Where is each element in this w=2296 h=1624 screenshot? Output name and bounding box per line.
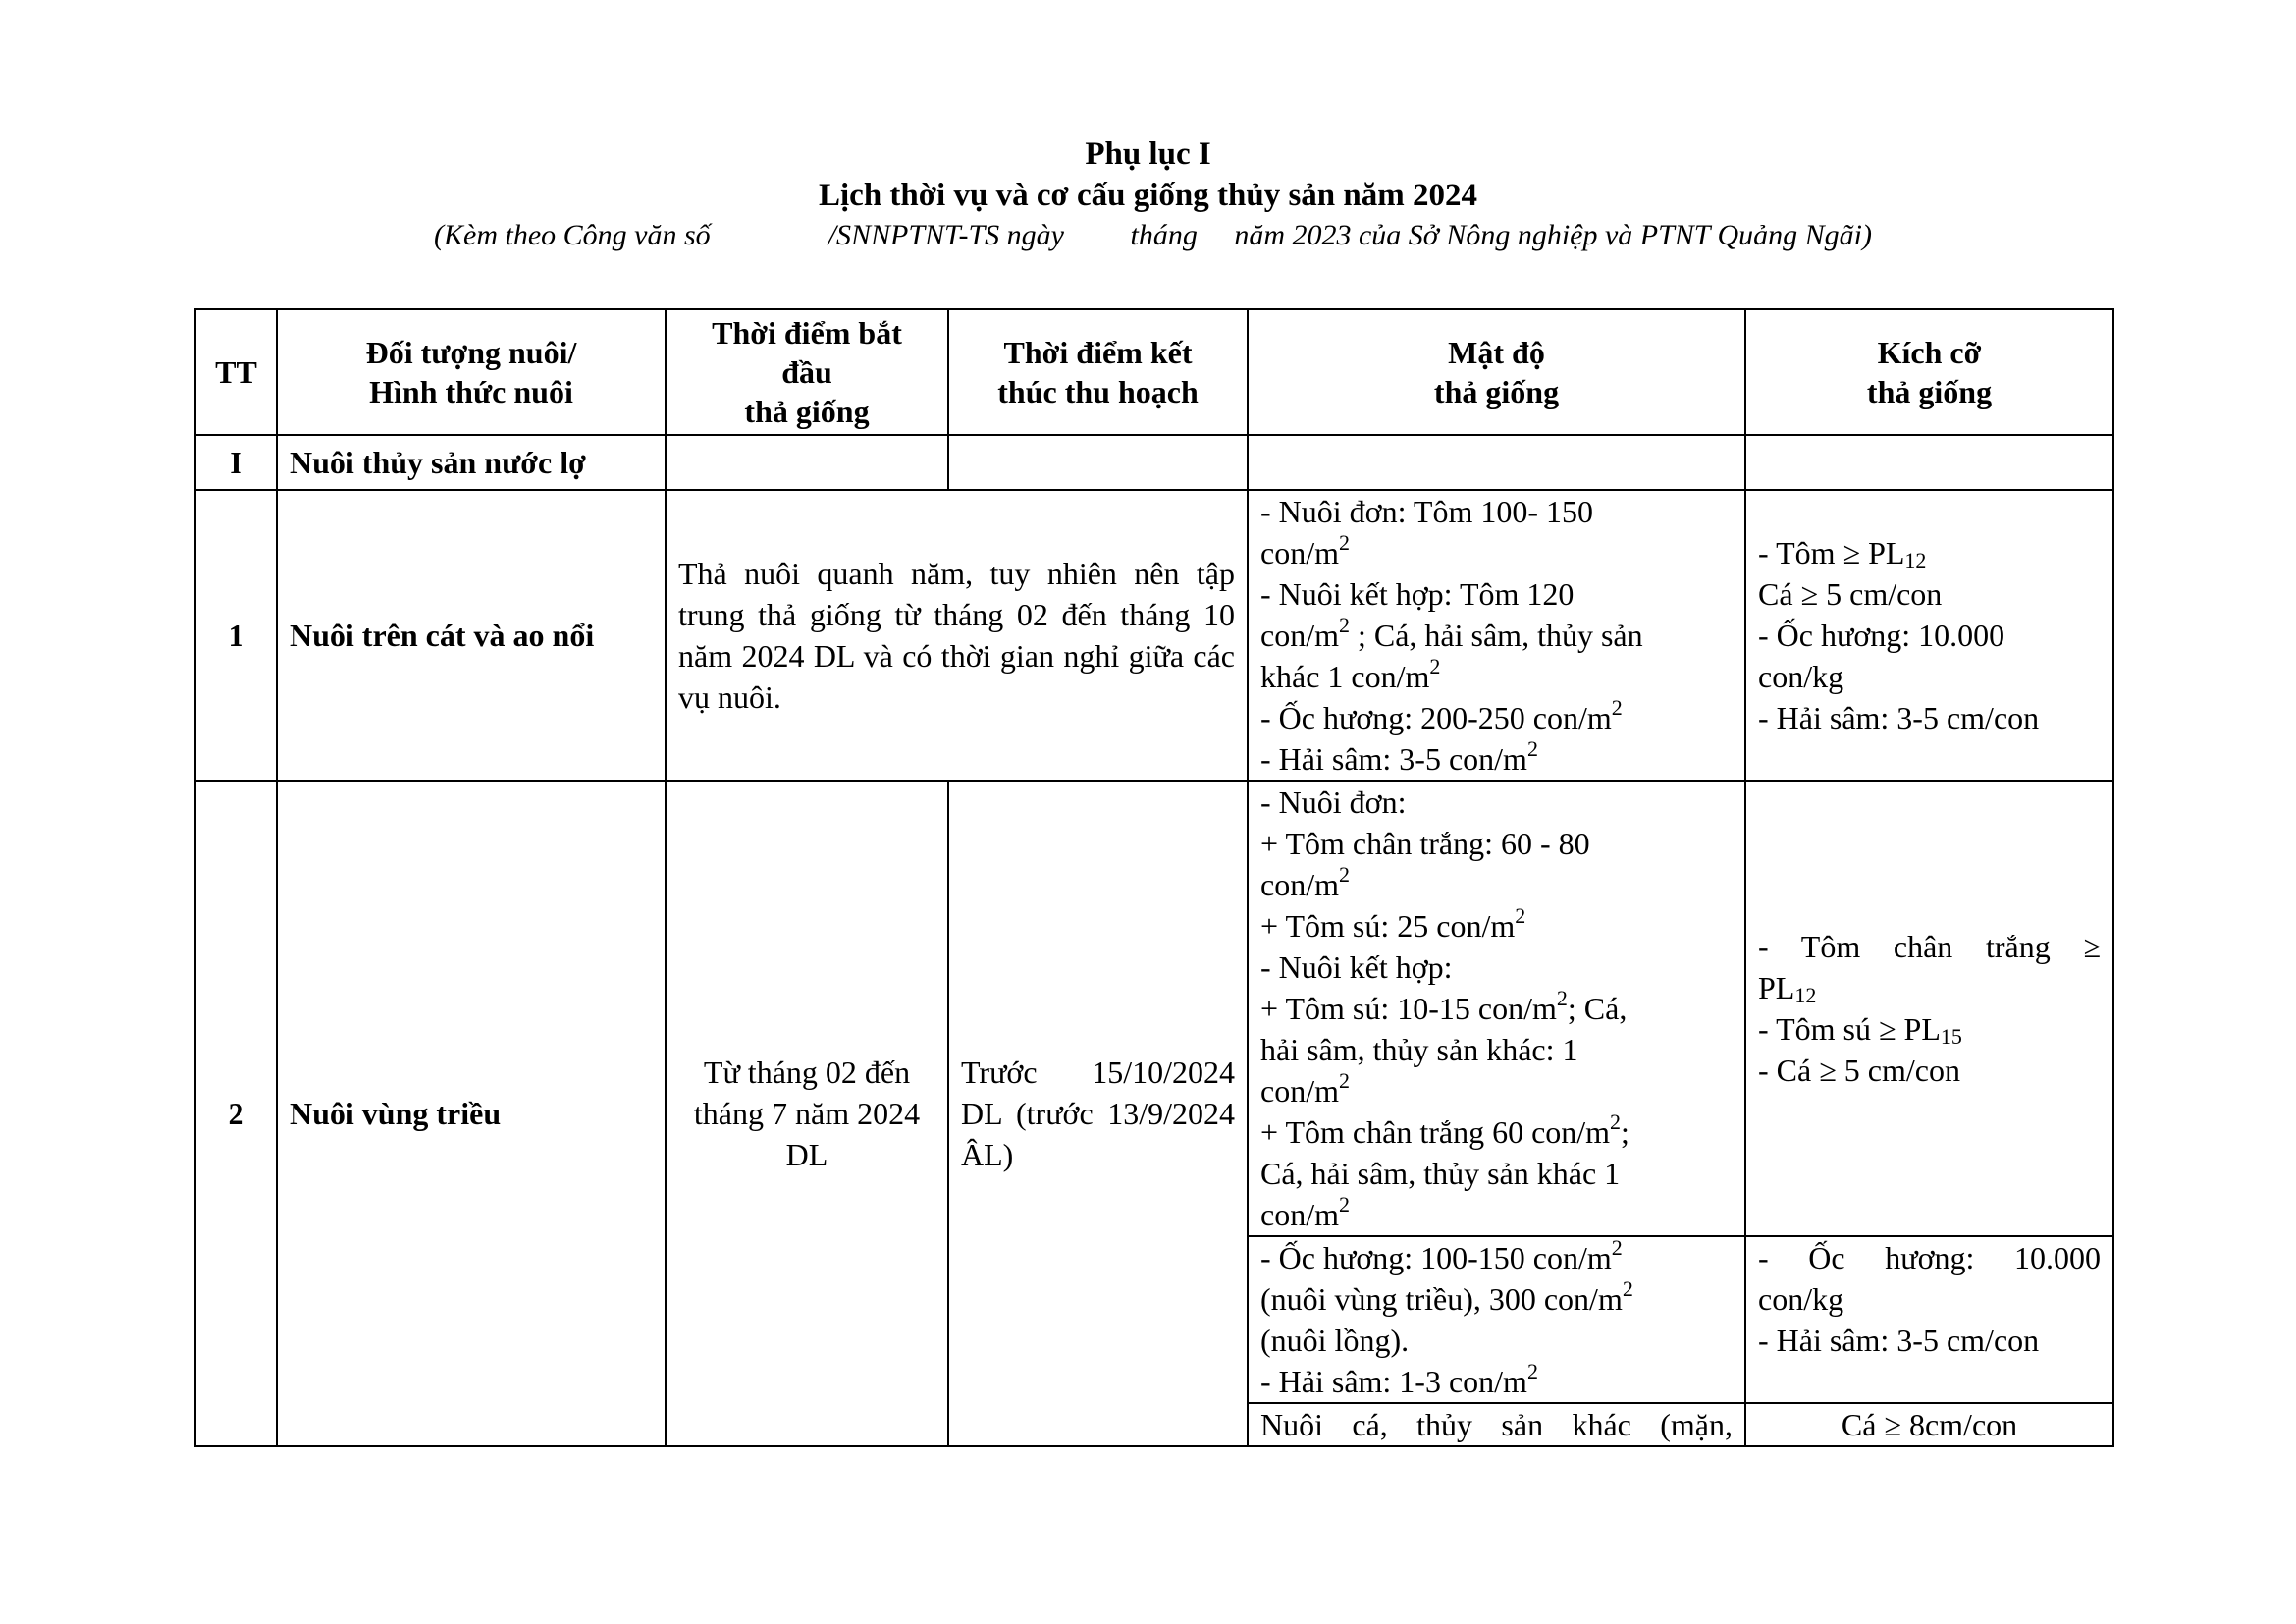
row-label: Nuôi trên cát và ao nổi <box>277 490 666 781</box>
row-tt: 2 <box>195 781 277 1446</box>
header-density: Mật độ thả giống <box>1248 309 1745 435</box>
size-cell: - Tôm ≥ $PL_{12}$ Cá ≥ 5 cm/con - Ốc hương: 10.000 con/kg - Hải sâm: 3-5 cm/con <box>1745 490 2113 781</box>
empty-cell <box>1745 435 2113 490</box>
section-row <box>195 435 2113 490</box>
end-cell: Trước 15/10/2024 DL (trước 13/9/2024 ÂL) <box>948 781 1248 1446</box>
density-cell: Nuôi cá, thủy sản khác (mặn, <box>1248 1403 1745 1446</box>
density-cell: - Ốc hương: 100-150 con/$m^2$ (nuôi vùng triều), 300 con/$m^2$ (nuôi lồng). - Hải sâm: 1-3 con/$m^2$ <box>1248 1236 1745 1403</box>
appendix-title: Phụ lục I <box>1085 136 1211 172</box>
header-tt: TT <box>195 309 277 435</box>
density-cell: - Nuôi đơn: + Tôm chân trắng: 60 - 80 con/$m^2$ + Tôm sú: 25 con/$m^2$ - Nuôi kết hợp: + Tôm sú: 10-15 con/$m^2$; Cá, hải sâm, thủy sản khác: 1 con/$m^2$ + Tôm chân trắng 60 con/$m^2$; Cá, hải sâm, thủy sản khác 1 con/$m^2$ <box>1248 781 1745 1236</box>
section-label: Nuôi thủy sản nước lợ <box>277 435 666 490</box>
reference-line: (Kèm theo Công văn số /SNNPTNT-TS ngày tháng năm 2023 của Sở Nông nghiệp và PTNT Quảng Ngãi) <box>434 219 1872 251</box>
table-row <box>195 490 2113 781</box>
size-cell: Cá ≥ 8cm/con <box>1745 1403 2113 1446</box>
document-header <box>0 134 2296 255</box>
empty-cell <box>1248 435 1745 490</box>
schedule-cell: Thả nuôi quanh năm, tuy nhiên nên tập trung thả giống từ tháng 02 đến tháng 10 năm 2024 DL và có thời gian nghỉ giữa các vụ nuôi. <box>666 490 1248 781</box>
header-size: Kích cỡ thả giống <box>1745 309 2113 435</box>
header-end: Thời điểm kết thúc thu hoạch <box>948 309 1248 435</box>
start-cell: Từ tháng 02 đến tháng 7 năm 2024 DL <box>666 781 948 1446</box>
header-object: Đối tượng nuôi/ Hình thức nuôi <box>277 309 666 435</box>
empty-cell <box>948 435 1248 490</box>
size-cell: - Ốc hương: 10.000 con/kg - Hải sâm: 3-5 cm/con <box>1745 1236 2113 1403</box>
empty-cell <box>666 435 948 490</box>
schedule-table <box>194 308 2114 1447</box>
table-row <box>195 781 2113 1236</box>
density-cell: - Nuôi đơn: Tôm 100- 150 con/$m^2$ - Nuôi kết hợp: Tôm 120 con/$m^2$ ; Cá, hải sâm, thủy sản khác 1 con/$m^2$ - Ốc hương: 200-250 con/$m^2$ - Hải sâm: 3-5 con/$m^2$ <box>1248 490 1745 781</box>
header-start: Thời điểm bắt đầu thả giống <box>666 309 948 435</box>
document-subtitle: Lịch thời vụ và cơ cấu giống thủy sản năm 2024 <box>819 178 1477 213</box>
size-cell: - Tôm chân trắng ≥ $PL_{12}$ - Tôm sú ≥ $PL_{15}$ - Cá ≥ 5 cm/con <box>1745 781 2113 1236</box>
section-tt: I <box>195 435 277 490</box>
row-label: Nuôi vùng triều <box>277 781 666 1446</box>
row-tt: 1 <box>195 490 277 781</box>
table-header-row <box>195 309 2113 435</box>
